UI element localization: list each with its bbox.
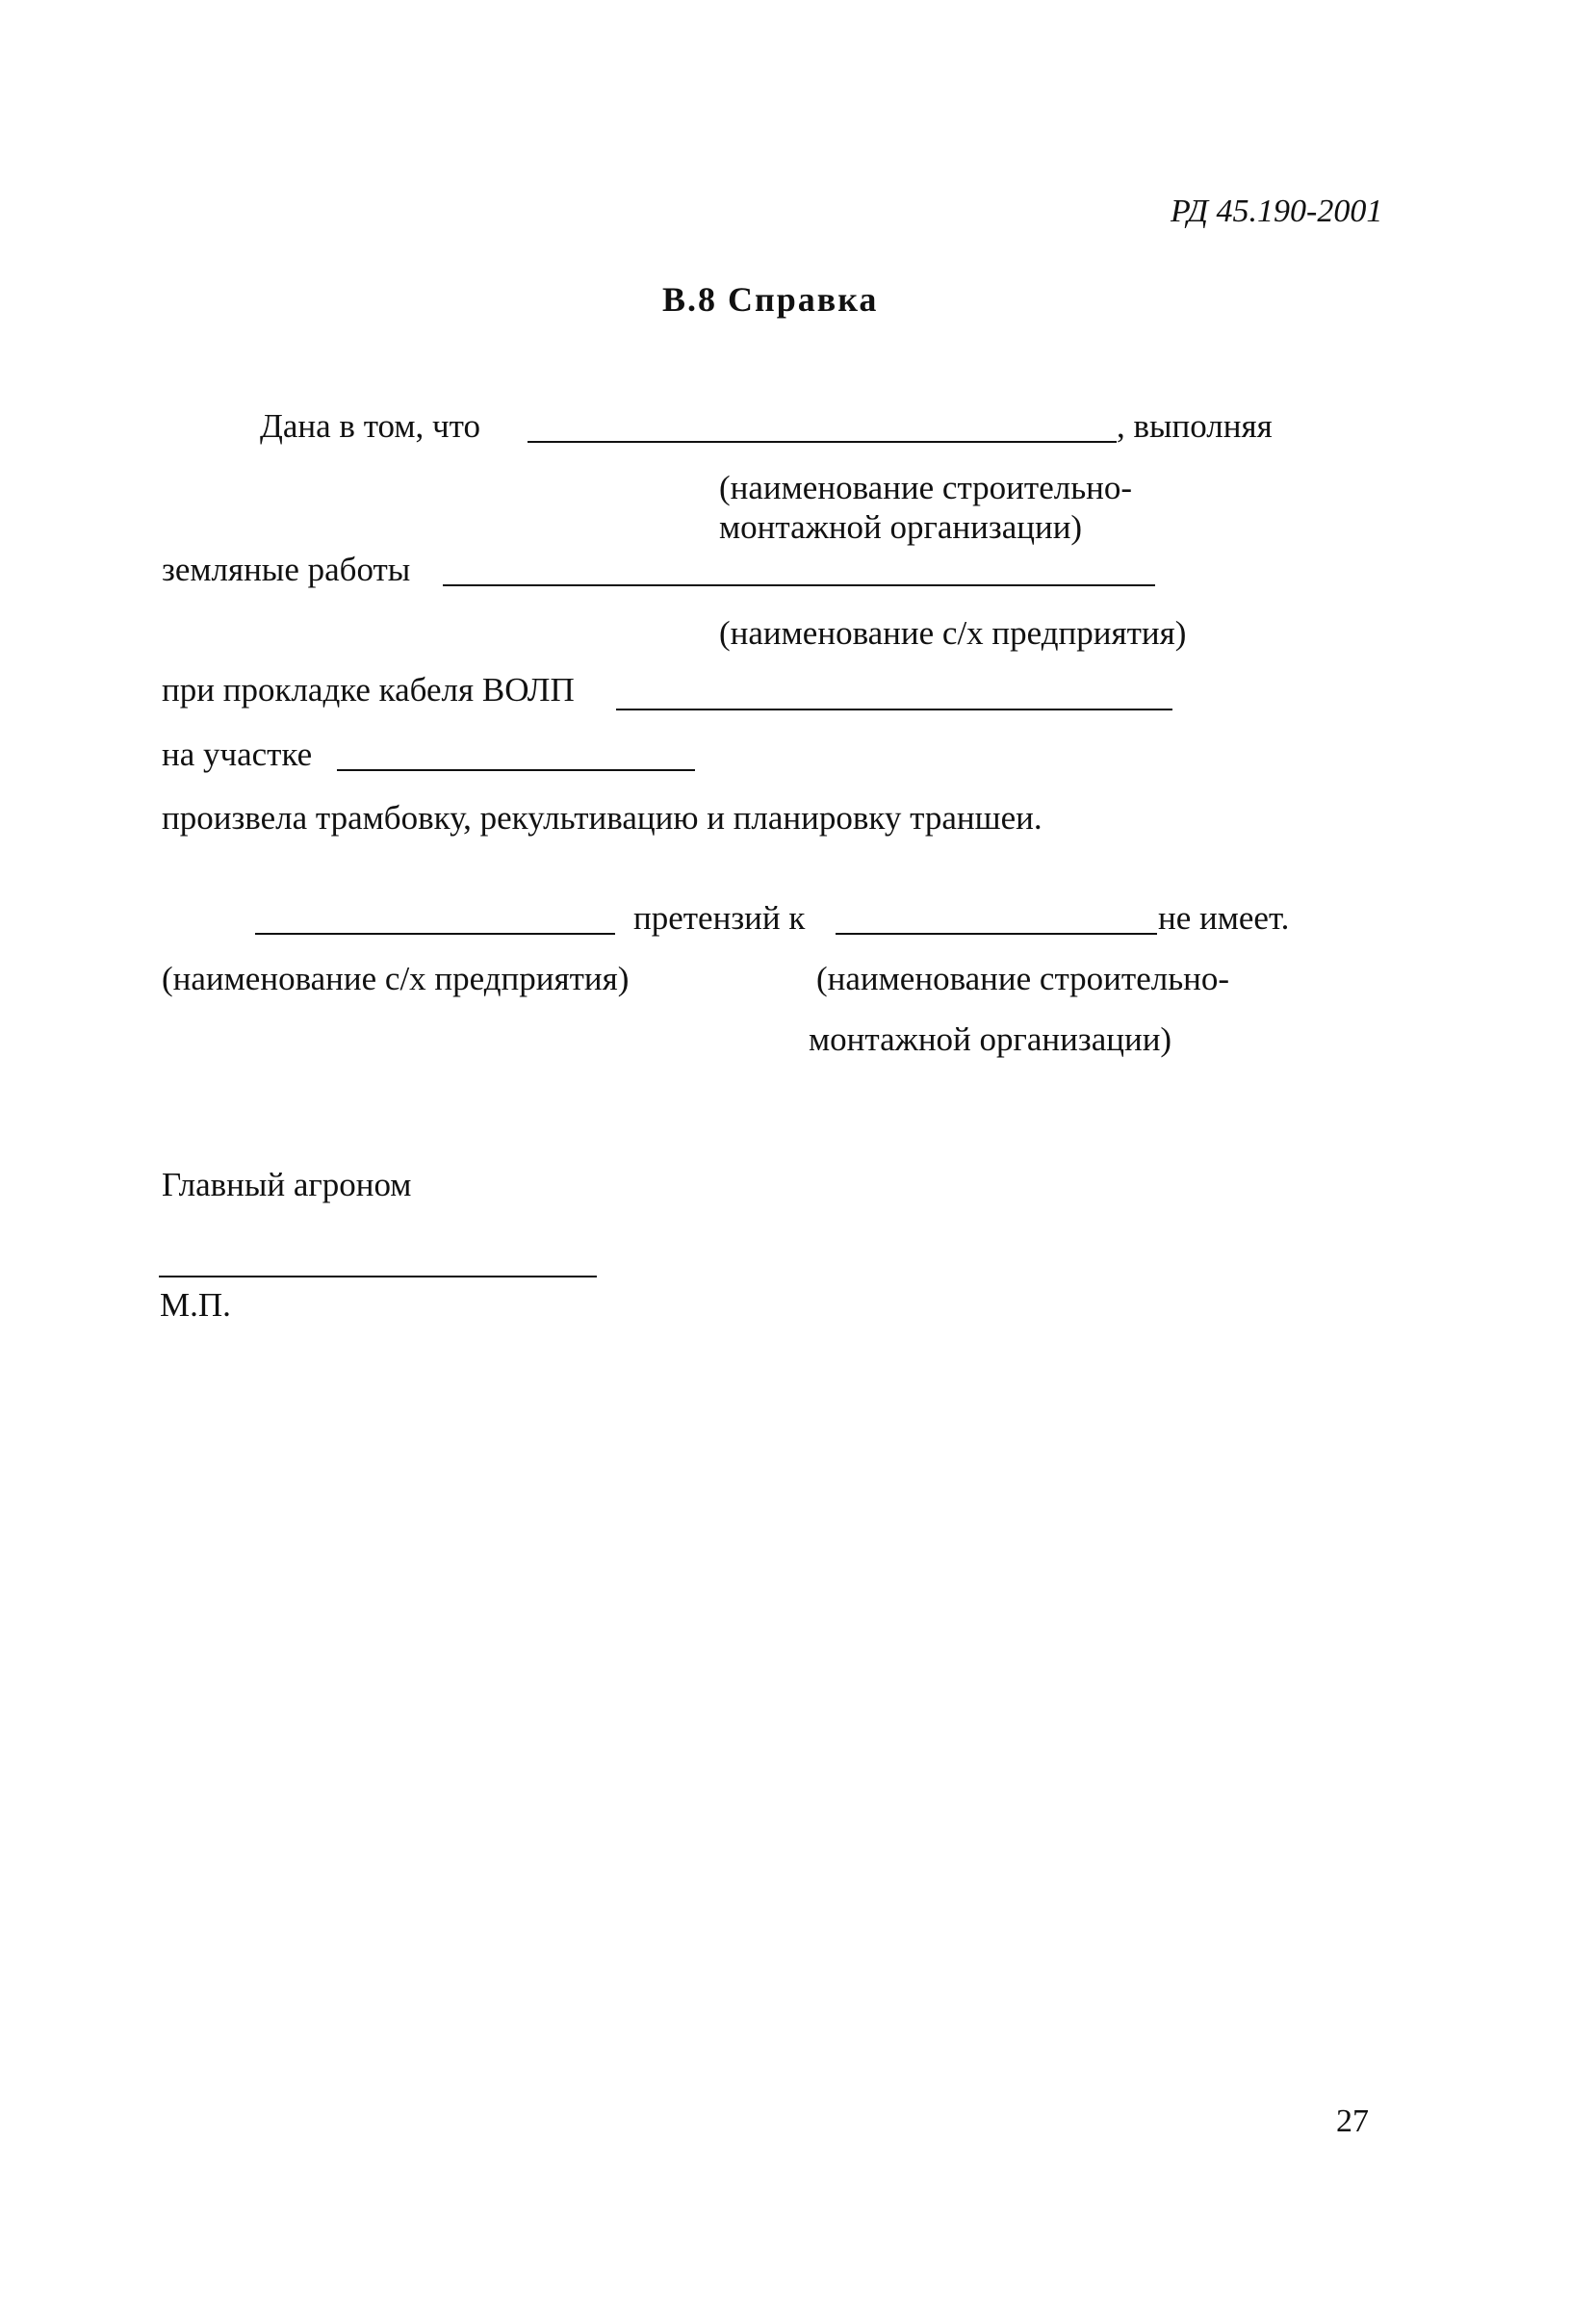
organization-claims-blank[interactable] [836,933,1157,935]
earthwork-label: земляные работы [162,551,411,588]
section-label: на участке [162,735,313,773]
work-done-text: произвела трамбовку, рекультивацию и планировку траншеи. [162,799,1043,837]
intro-suffix: , выполняя [1117,407,1273,445]
claims-label: претензий к [633,899,806,937]
document-code: РД 45.190-2001 [1171,194,1383,229]
farm-claims-blank[interactable] [255,933,615,935]
caption-organization-line4: монтажной организации) [809,1020,1172,1058]
signature-role: Главный агроном [162,1166,412,1203]
claims-end: не имеет. [1158,899,1290,937]
section-blank[interactable] [337,769,695,771]
organization-blank[interactable] [528,441,1117,443]
caption-farm-2: (наименование с/х предприятия) [162,960,630,997]
signature-blank[interactable] [159,1276,597,1277]
stamp-label: М.П. [160,1286,231,1324]
caption-organization-line1: (наименование строительно- [719,469,1133,506]
intro-label: Дана в том, что [260,407,480,445]
page-number: 27 [1336,2103,1369,2139]
page-title: В.8 Справка [662,280,879,319]
cable-label: при прокладке кабеля ВОЛП [162,671,575,709]
farm-blank[interactable] [443,584,1155,586]
cable-blank[interactable] [616,709,1172,710]
caption-farm: (наименование с/х предприятия) [719,614,1187,652]
caption-organization-line2: монтажной организации) [719,508,1083,546]
caption-organization-line3: (наименование строительно- [816,960,1230,997]
